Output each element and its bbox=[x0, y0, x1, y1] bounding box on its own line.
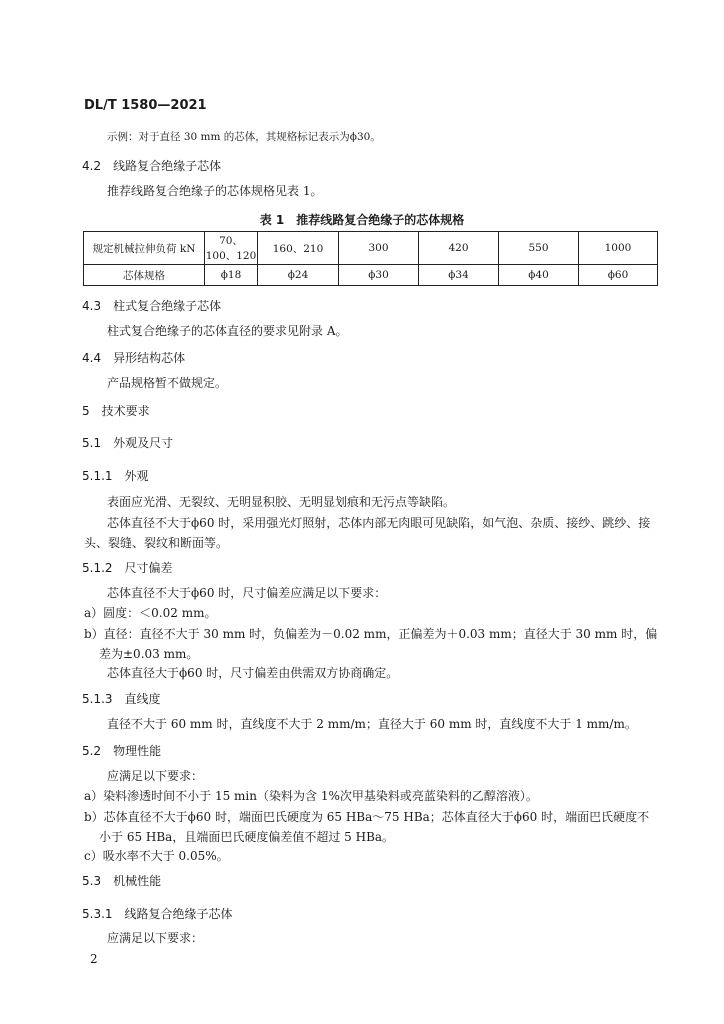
heading-5-3-1: 5.3.1 线路复合绝缘子芯体 bbox=[82, 907, 233, 921]
example-note: 示例：对于直径 30 mm 的芯体，其规格标记表示为ϕ30。 bbox=[107, 131, 381, 143]
table-cell: ϕ30 bbox=[339, 265, 419, 286]
text-4-2: 推荐线路复合绝缘子的芯体规格见表 1。 bbox=[107, 184, 323, 198]
table-cell: 420 bbox=[419, 232, 499, 265]
heading-5: 5 技术要求 bbox=[82, 404, 150, 418]
table-cell: ϕ40 bbox=[499, 265, 579, 286]
table-cell: 70、100、120 bbox=[205, 232, 258, 265]
text-5-1-2-intro: 芯体直径不大于ϕ60 时，尺寸偏差应满足以下要求： bbox=[107, 586, 387, 600]
table-row-label: 规定机械拉伸负荷 kN bbox=[84, 232, 205, 265]
table-cell: 160、210 bbox=[258, 232, 339, 265]
text-5-3-1: 应满足以下要求： bbox=[107, 931, 204, 945]
table-row-label: 芯体规格 bbox=[84, 265, 205, 286]
table-cell: 300 bbox=[339, 232, 419, 265]
table-1-title: 表 1 推荐线路复合绝缘子的芯体规格 bbox=[259, 213, 465, 227]
page-number: 2 bbox=[90, 952, 98, 966]
table-cell: 1000 bbox=[579, 232, 658, 265]
table-row bbox=[84, 232, 658, 265]
heading-5-3: 5.3 机械性能 bbox=[82, 874, 162, 888]
text-5-1-2-outro: 芯体直径大于ϕ60 时，尺寸偏差由供需双方协商确定。 bbox=[107, 666, 399, 680]
table-row bbox=[84, 265, 658, 286]
heading-5-1-1: 5.1.1 外观 bbox=[82, 469, 149, 483]
heading-5-1-2: 5.1.2 尺寸偏差 bbox=[82, 561, 173, 575]
table-cell: ϕ60 bbox=[579, 265, 658, 286]
heading-4-3: 4.3 柱式复合绝缘子芯体 bbox=[82, 299, 222, 313]
text-4-3: 柱式复合绝缘子的芯体直径的要求见附录 A。 bbox=[107, 324, 348, 338]
heading-4-4: 4.4 异形结构芯体 bbox=[82, 351, 186, 365]
list-item-a: a）染料渗透时间不小于 15 min（染料为含 1%次甲基染料或亮蓝染料的乙醇溶液）。 bbox=[84, 789, 538, 803]
text-5-1-1-p1: 表面应光滑、无裂纹、无明显积胶、无明显划痕和无污点等缺陷。 bbox=[107, 495, 456, 509]
list-item-b: b）直径：直径不大于 30 mm 时，负偏差为－0.02 mm，正偏差为＋0.03 mm；直径大于 30 mm 时，偏差为±0.03 mm。 bbox=[84, 627, 658, 661]
heading-5-2: 5.2 物理性能 bbox=[82, 744, 162, 758]
text-5-2-intro: 应满足以下要求： bbox=[107, 769, 204, 783]
list-item-c: c）吸水率不大于 0.05%。 bbox=[84, 849, 229, 863]
text-5-1-3: 直径不大于 60 mm 时，直线度不大于 2 mm/m；直径大于 60 mm 时，直线度不大于 1 mm/m。 bbox=[107, 717, 637, 731]
text-4-4: 产品规格暂不做规定。 bbox=[107, 376, 228, 390]
standard-number: DL/T 1580—2021 bbox=[84, 98, 207, 113]
table-cell: ϕ34 bbox=[419, 265, 499, 286]
table-cell: 550 bbox=[499, 232, 579, 265]
table-cell: ϕ18 bbox=[205, 265, 258, 286]
text-5-1-1-p2: 芯体直径不大于ϕ60 时，采用强光灯照射，芯体内部无肉眼可见缺陷，如气泡、杂质、接纱、跳纱、接头、裂缝、裂纹和断面等。 bbox=[84, 516, 651, 550]
heading-4-2: 4.2 线路复合绝缘子芯体 bbox=[82, 159, 222, 173]
table-cell: ϕ24 bbox=[258, 265, 339, 286]
heading-5-1-3: 5.1.3 直线度 bbox=[82, 692, 161, 706]
list-item-a: a）圆度：＜0.02 mm。 bbox=[84, 606, 217, 620]
list-item-b: b）芯体直径不大于ϕ60 时，端面巴氏硬度为 65 HBa～75 HBa；芯体直径大于ϕ60 时，端面巴氏硬度不小于 65 HBa，且端面巴氏硬度偏差值不超过 5 HBa。 bbox=[84, 810, 650, 844]
spec-table bbox=[83, 231, 658, 286]
heading-5-1: 5.1 外观及尺寸 bbox=[82, 436, 174, 450]
